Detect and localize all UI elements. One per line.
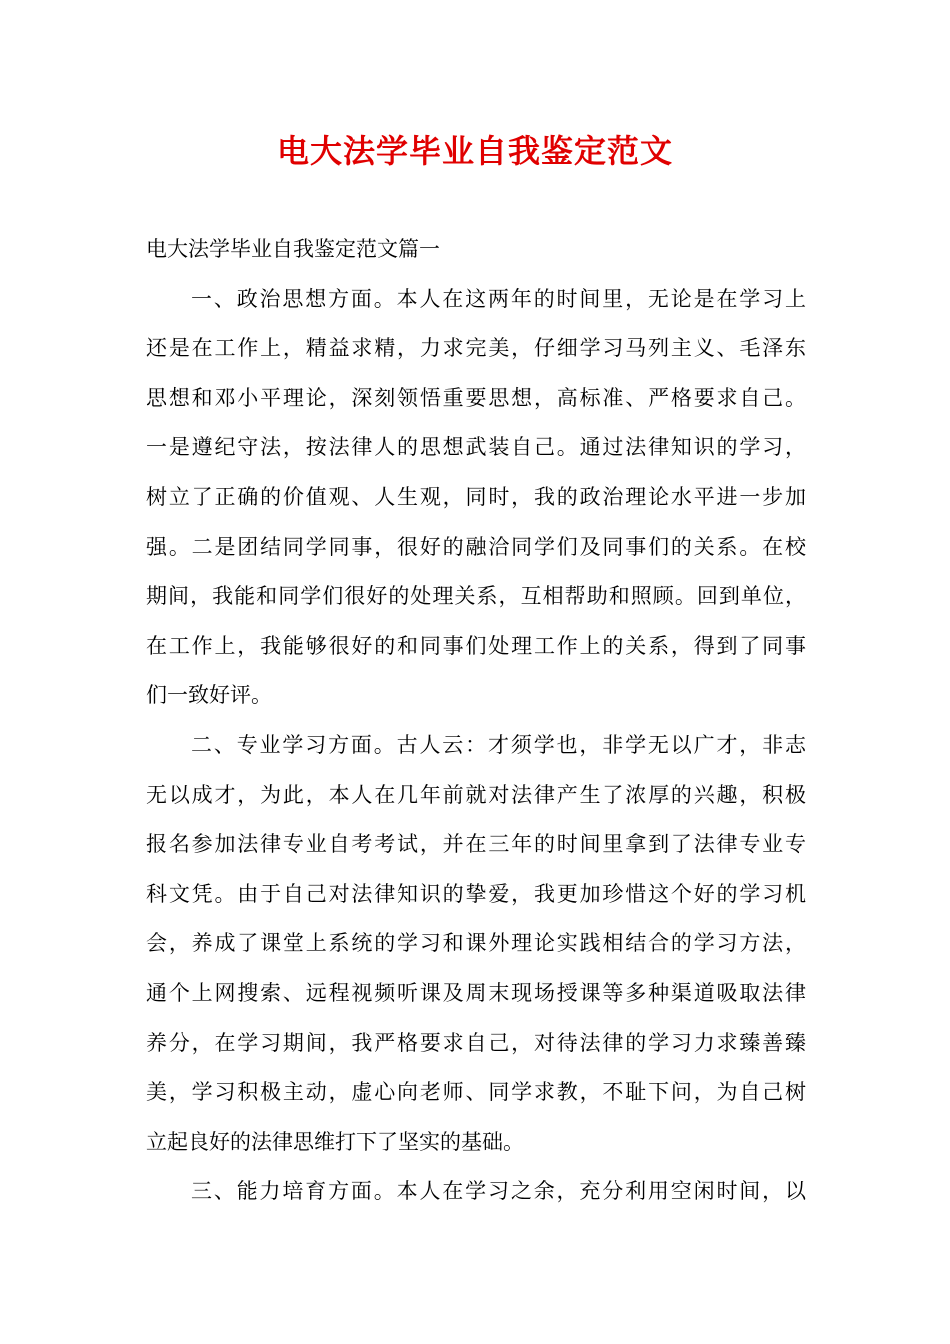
paragraph-line: 树立了正确的价值观、人生观，同时，我的政治理论水平进一步加 <box>146 484 806 509</box>
paragraph-line: 美，学习积极主动，虚心向老师、同学求教，不耻下问，为自己树 <box>146 1080 806 1105</box>
document-title: 电大法学毕业自我鉴定范文 <box>276 132 673 170</box>
paragraph-line: 二、专业学习方面。古人云：才须学也，非学无以广才，非志 <box>191 732 806 757</box>
paragraph-line: 会，养成了课堂上系统的学习和课外理论实践相结合的学习方法， <box>146 931 806 956</box>
section-heading: 电大法学毕业自我鉴定范文篇一 <box>146 237 440 261</box>
paragraph-line: 无以成才，为此，本人在几年前就对法律产生了浓厚的兴趣，积极 <box>146 782 806 807</box>
document-body <box>146 225 806 1217</box>
paragraph-line: 养分，在学习期间，我严格要求自己，对待法律的学习力求臻善臻 <box>146 1030 806 1055</box>
paragraph-line: 在工作上，我能够很好的和同事们处理工作上的关系，得到了同事 <box>146 633 806 658</box>
paragraph-line: 立起良好的法律思维打下了坚实的基础。 <box>146 1129 524 1154</box>
paragraph-line: 思想和邓小平理论，深刻领悟重要思想，高标准、严格要求自己。 <box>146 385 806 410</box>
paragraph-line: 一是遵纪守法，按法律人的思想武装自己。通过法律知识的学习， <box>146 435 806 460</box>
paragraph-line: 科文凭。由于自己对法律知识的挚爱，我更加珍惜这个好的学习机 <box>146 881 806 906</box>
paragraph-line: 期间，我能和同学们很好的处理关系，互相帮助和照顾。回到单位， <box>146 584 806 609</box>
paragraph-line: 通个上网搜索、远程视频听课及周末现场授课等多种渠道吸取法律 <box>146 980 806 1005</box>
paragraph-line: 还是在工作上，精益求精，力求完美，仔细学习马列主义、毛泽东 <box>146 336 806 361</box>
paragraph-line: 三、能力培育方面。本人在学习之余，充分利用空闲时间，以 <box>191 1179 806 1204</box>
paragraph-line: 报名参加法律专业自考考试，并在三年的时间里拿到了法律专业专 <box>146 832 806 857</box>
paragraph-line: 们一致好评。 <box>146 683 272 708</box>
paragraph-line: 一、政治思想方面。本人在这两年的时间里，无论是在学习上 <box>191 286 806 311</box>
paragraph-line: 强。二是团结同学同事，很好的融洽同学们及同事们的关系。在校 <box>146 534 806 559</box>
